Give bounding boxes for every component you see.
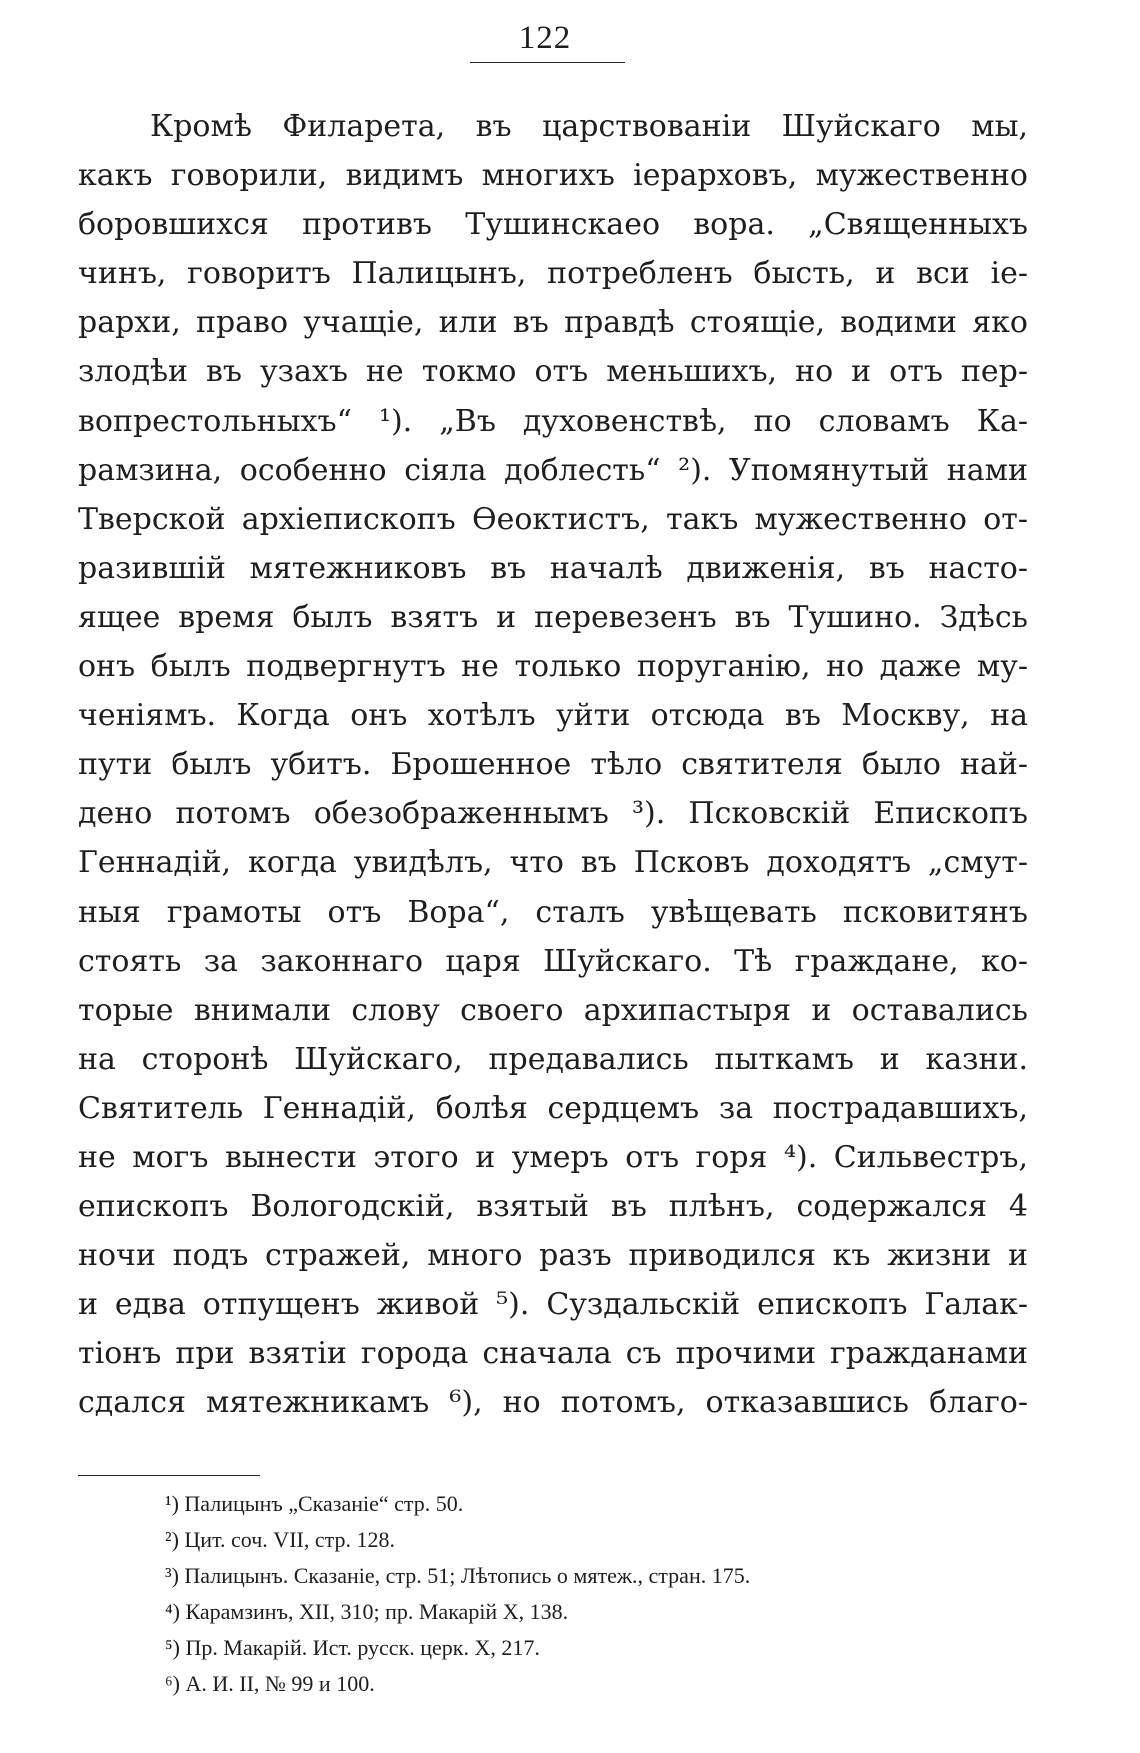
footnote: ⁵) Пр. Макарій. Ист. русск. церк. X, 217.	[165, 1635, 540, 1660]
text-line: какъ говорили, видимъ многихъ іерарховъ, мужественно	[78, 158, 1028, 194]
text-line: чинъ, говоритъ Палицынъ, потребленъ бысть, и вси іе-	[78, 256, 1028, 292]
text-line: ящее время былъ взятъ и перевезенъ въ Тушино. Здѣсь	[78, 599, 1028, 635]
text-line: рархи, право учащіе, или въ правдѣ стоящіе, водими яко	[78, 305, 1028, 341]
footnote-rule	[78, 1475, 260, 1476]
text-line: тіонъ при взятіи города сначала съ прочими гражданами	[78, 1336, 1028, 1372]
text-line: на сторонѣ Шуйскаго, предавались пыткамъ и казни.	[78, 1041, 1028, 1077]
text-line: не могъ вынести этого и умеръ отъ горя ⁴). Сильвестръ,	[78, 1139, 1028, 1175]
text-line: ченіямъ. Когда онъ хотѣлъ уйти отсюда въ Москву, на	[78, 698, 1028, 734]
text-line: разившій мятежниковъ въ началѣ движенія, въ насто-	[78, 550, 1028, 586]
footnotes	[165, 1486, 1025, 1702]
footnote: ⁴) Карамзинъ, XII, 310; пр. Макарій X, 138.	[165, 1599, 569, 1624]
text-line: дено потомъ обезображеннымъ ³). Псковскій Епископъ	[78, 796, 1028, 832]
text-line: вопрестольныхъ“ ¹). „Въ духовенствѣ, по словамъ Ка-	[78, 403, 1028, 439]
text-line: Тверской архіепископъ Ѳеоктистъ, такъ мужественно от-	[78, 501, 1028, 537]
text-line: стоять за законнаго царя Шуйскаго. Тѣ граждане, ко-	[78, 943, 1028, 979]
text-line: рамзина, особенно сіяла доблесть“ ²). Упомянутый нами	[78, 452, 1028, 488]
footnote: ⁶) А. И. II, № 99 и 100.	[165, 1671, 375, 1696]
footnote: ¹) Палицынъ „Сказаніе“ стр. 50.	[165, 1491, 464, 1516]
text-line: боровшихся противъ Тушинскаео вора. „Священныхъ	[78, 207, 1028, 243]
body-text	[78, 102, 1028, 1428]
footnote: ²) Цит. соч. VII, стр. 128.	[165, 1527, 395, 1552]
text-line: епископъ Вологодскій, взятый въ плѣнъ, содержался 4	[78, 1189, 1028, 1225]
page-number: 122	[518, 20, 572, 56]
text-line: онъ былъ подвергнутъ не только поруганію, но даже му-	[78, 649, 1028, 685]
header-rule	[470, 62, 625, 63]
footnote: ³) Палицынъ. Сказаніе, стр. 51; Лѣтопись о мятеж., стран. 175.	[165, 1563, 751, 1588]
text-line: Кромѣ Филарета, въ царствованіи Шуйскаго мы,	[150, 109, 1028, 144]
text-line: ночи подъ стражей, много разъ приводился къ жизни и	[78, 1238, 1028, 1274]
text-line: Геннадій, когда увидѣлъ, что въ Псковъ доходятъ „смут-	[78, 845, 1028, 881]
text-line: торые внимали слову своего архипастыря и оставались	[78, 992, 1028, 1028]
text-line: Святитель Геннадій, болѣя сердцемъ за пострадавшихъ,	[78, 1090, 1028, 1126]
text-line: пути былъ убитъ. Брошенное тѣло святителя было най-	[78, 747, 1028, 783]
text-line: сдался мятежникамъ ⁶), но потомъ, отказавшись благо-	[78, 1385, 1028, 1421]
text-line: злодѣи въ узахъ не токмо отъ меньшихъ, но и отъ пер-	[78, 354, 1028, 390]
text-line: ныя грамоты отъ Вора“, сталъ увѣщевать псковитянъ	[78, 894, 1028, 930]
text-line: и едва отпущенъ живой ⁵). Суздальскій епископъ Галак-	[78, 1287, 1028, 1323]
